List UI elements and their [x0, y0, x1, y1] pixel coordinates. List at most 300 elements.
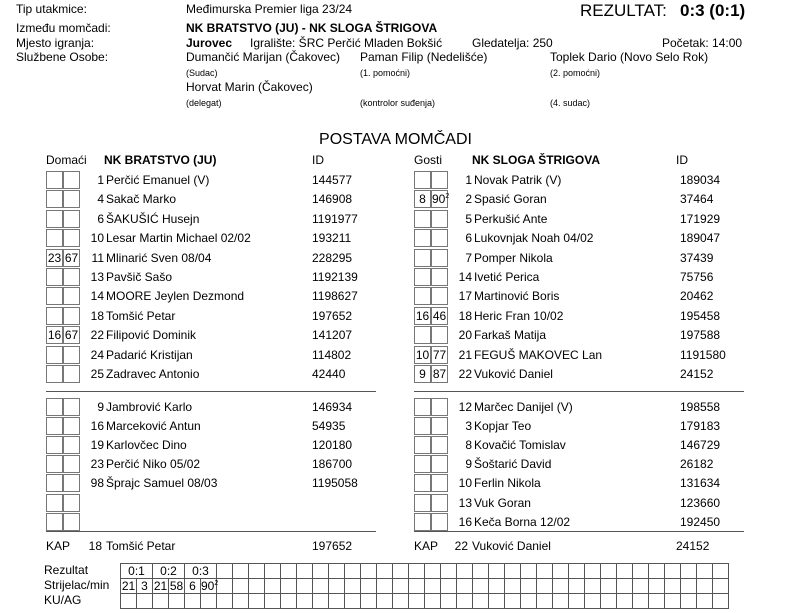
score-grid-cell: [328, 563, 345, 579]
score-grid-cell: [328, 578, 345, 594]
scorer-minute-cell: 3: [136, 578, 153, 594]
score-grid-cell: [456, 563, 473, 579]
score-grid-cell: [680, 593, 697, 609]
away-player-id: 24152: [680, 367, 714, 381]
score-grid-cell: [216, 563, 233, 579]
score-grid-cell: [456, 578, 473, 594]
home-sub-box-in: [46, 417, 63, 435]
away-sub-box-in: [414, 210, 431, 228]
away-sub-box-in: [414, 171, 431, 189]
away-player-name: Šoštarić David: [474, 457, 552, 471]
score-grid-cell: [280, 593, 297, 609]
score-grid-cell: [136, 593, 153, 609]
away-player-number: 1: [465, 173, 472, 187]
score-grid-cell: [632, 563, 649, 579]
home-sub-box-minute: [63, 268, 80, 286]
away-id-header: ID: [676, 153, 688, 167]
score-grid-cell: [536, 563, 553, 579]
stoppage-time-sup: 2: [445, 193, 450, 200]
scorer-player-cell: 6: [184, 578, 201, 594]
home-sub-box-minute: 67: [64, 251, 79, 265]
score-grid-cell: [312, 593, 329, 609]
away-sub-box-in: [414, 326, 431, 344]
scorer-player-cell: 21: [121, 579, 136, 593]
score-result-cell: 0:2: [152, 563, 185, 579]
venue-ground: Igralište: ŠRC Perčić Mladen Bokšić: [250, 36, 443, 50]
score-grid-cell: [504, 593, 521, 609]
home-sub-box-minute: [63, 365, 80, 383]
home-player-number: 22: [90, 328, 104, 342]
score-grid-cell: [568, 563, 585, 579]
away-kap-name: Vuković Daniel: [472, 539, 551, 553]
away-player-id: 75756: [680, 270, 714, 284]
score-grid-cell: [184, 593, 201, 609]
home-kap-label: KAP: [46, 539, 71, 553]
home-player-id: 1195058: [312, 476, 358, 490]
official-assistant2-role: (2. pomoćni): [550, 68, 601, 78]
away-player-number: 20: [458, 328, 472, 342]
home-sub-box-minute: [63, 474, 80, 492]
home-player-id: 42440: [312, 367, 346, 381]
home-sub-box-in: [46, 494, 63, 512]
score-grid-cell: [344, 563, 361, 579]
away-player-name: Heric Fran 10/02: [474, 309, 564, 323]
home-sub-box-minute: [63, 210, 80, 228]
home-player-number: 14: [90, 289, 104, 303]
score-result-cell: 0:1: [120, 563, 153, 579]
home-player-number: 9: [97, 400, 104, 414]
home-player-name: Perčić Niko 05/02: [106, 457, 201, 471]
home-kap-divider: [46, 531, 376, 532]
score-grid-cell: [296, 578, 313, 594]
official-referee-name: Dumančić Marijan (Čakovec): [186, 50, 341, 64]
score-grid-cell: [584, 563, 601, 579]
away-sub-box-in: [414, 398, 431, 416]
home-kap-number: 18: [88, 539, 102, 553]
home-sub-box-in: [46, 398, 63, 416]
home-sub-box-in: [46, 474, 63, 492]
away-player-id: 197588: [680, 328, 721, 342]
match-type-label: Tip utakmice:: [16, 2, 87, 16]
score-grid-cell: [424, 563, 441, 579]
away-sub-box-minute: [431, 287, 448, 305]
score-grid-cell: [712, 593, 729, 609]
official-fourth-role: (4. sudac): [550, 98, 591, 108]
score-grid-cell: [376, 563, 393, 579]
away-sub-box-minute: 46: [432, 309, 447, 323]
home-player-number: 4: [97, 192, 104, 206]
home-player-name: Sakač Marko: [106, 192, 177, 206]
away-kap-number: 22: [454, 539, 468, 553]
away-player-name: Kopjar Teo: [474, 419, 532, 433]
scorer-player-cell: 21: [153, 579, 168, 593]
away-player-id: 26182: [680, 457, 714, 471]
score-grid-cell: [408, 563, 425, 579]
away-sub-box-in: [414, 268, 431, 286]
away-player-id: 37439: [680, 251, 714, 265]
score-grid-cell: [424, 593, 441, 609]
home-sub-box-minute: [63, 513, 80, 531]
away-sub-box-in: [414, 249, 431, 267]
score-grid-cell: [632, 593, 649, 609]
score-grid-cell: [712, 578, 729, 594]
score-grid-cell: [696, 578, 713, 594]
home-player-number: 19: [90, 438, 104, 452]
away-player-number: 16: [458, 515, 472, 529]
away-sub-box-minute: [431, 513, 448, 531]
score-grid-cell: [344, 578, 361, 594]
score-grid-cell: [152, 593, 169, 609]
away-player-id: 192450: [680, 515, 721, 529]
away-player-id: 1191580: [680, 348, 726, 362]
home-player-name: Lesar Martin Michael 02/02: [106, 231, 251, 245]
away-player-number: 13: [458, 496, 472, 510]
away-player-name: Vuk Goran: [474, 496, 531, 510]
score-grid-cell: [600, 593, 617, 609]
score-grid-cell: [568, 578, 585, 594]
away-player-number: 3: [465, 419, 472, 433]
away-player-id: 179183: [680, 419, 721, 433]
score-grid-cell: [168, 593, 185, 609]
away-sub-box-in: 10: [415, 348, 430, 362]
home-sub-box-in: [46, 513, 63, 531]
score-grid-cell: [584, 578, 601, 594]
away-player-number: 14: [458, 270, 472, 284]
score-grid-cell: [248, 578, 265, 594]
away-player-name: Farkaš Matija: [474, 328, 547, 342]
away-player-id: 20462: [680, 289, 714, 303]
score-grid-cell: [392, 593, 409, 609]
score-grid-cell: [696, 593, 713, 609]
home-sub-box-minute: [63, 229, 80, 247]
result-value: 0:3 (0:1): [680, 1, 746, 20]
home-player-id: 146908: [312, 192, 353, 206]
home-player-id: 141207: [312, 328, 353, 342]
score-grid-cell: [648, 578, 665, 594]
venue-label: Mjesto igranja:: [16, 36, 95, 50]
home-player-id: 186700: [312, 457, 353, 471]
score-grid-cell: [504, 563, 521, 579]
score-grid-cell: [504, 578, 521, 594]
score-grid-cell: [232, 578, 249, 594]
score-grid-cell: [264, 593, 281, 609]
score-grid-cell: [248, 593, 265, 609]
away-player-name: Keča Borna 12/02: [474, 515, 571, 529]
home-player-name: Marceković Antun: [106, 419, 201, 433]
score-grid-cell: [360, 563, 377, 579]
away-sub-box-minute: [431, 455, 448, 473]
score-grid-cell: [312, 578, 329, 594]
home-player-number: 16: [90, 419, 104, 433]
home-id-header: ID: [312, 153, 324, 167]
home-player-number: 11: [91, 251, 104, 265]
home-kap-name: Tomšić Petar: [106, 539, 176, 553]
home-player-name: Padarić Kristijan: [106, 348, 193, 362]
away-sub-box-in: [414, 455, 431, 473]
home-player-name: Jambrović Karlo: [106, 400, 193, 414]
score-grid-cell: [280, 563, 297, 579]
score-grid-cell: [440, 578, 457, 594]
score-grid-cell: [248, 563, 265, 579]
score-grid-cell: [552, 593, 569, 609]
home-sub-box-minute: [63, 190, 80, 208]
home-player-number: 25: [90, 367, 104, 381]
score-grid-cell: [632, 578, 649, 594]
away-player-id: 198558: [680, 400, 721, 414]
scorer-minute-cell: $90^2$: [201, 579, 219, 593]
home-player-id: 114802: [312, 348, 352, 362]
score-grid-cell: [376, 578, 393, 594]
score-grid-cell: [408, 578, 425, 594]
home-player-name: MOORE Jeylen Dezmond: [106, 289, 245, 303]
away-player-name: Kovačić Tomislav: [474, 438, 566, 452]
score-grid-cell: [584, 593, 601, 609]
score-grid-cell: [360, 593, 377, 609]
home-sub-box-in: [46, 210, 63, 228]
away-sub-box-minute: [431, 436, 448, 454]
score-grid-cell: [472, 578, 489, 594]
match-teams: NK BRATSTVO (JU) - NK SLOGA ŠTRIGOVA: [186, 21, 438, 35]
score-grid-cell: [296, 563, 313, 579]
home-sub-box-minute: [63, 307, 80, 325]
away-player-number: 8: [465, 438, 472, 452]
away-player-id: 131634: [680, 476, 721, 490]
home-sub-box-minute: [63, 287, 80, 305]
home-side-label: Domaći: [46, 153, 87, 167]
home-player-id: 146934: [312, 400, 353, 414]
score-grid-cell: [280, 578, 297, 594]
home-sub-box-in: [46, 171, 63, 189]
away-player-number: 17: [458, 289, 472, 303]
away-sub-box-in: 8: [414, 190, 431, 208]
away-sub-box-minute: [431, 494, 448, 512]
away-sub-box-minute: 77: [432, 348, 447, 362]
score-grid-cell: [664, 593, 681, 609]
home-sub-box-minute: [63, 494, 80, 512]
home-player-name: ŠAKUŠIĆ Husejn: [106, 212, 200, 226]
score-grid-cell: [616, 578, 633, 594]
home-player-name: Perčić Emanuel (V): [106, 173, 210, 187]
away-sub-box-minute: [431, 171, 448, 189]
away-player-name: FEGUŠ MAKOVEC Lan: [474, 348, 603, 362]
score-grid-cell: [568, 593, 585, 609]
away-player-id: 189034: [680, 173, 721, 187]
home-sub-box-minute: [63, 436, 80, 454]
home-player-number: 23: [90, 457, 104, 471]
away-player-number: 18: [458, 309, 472, 323]
away-sub-box-in: 9: [414, 365, 431, 383]
home-player-name: Tomšić Petar: [106, 309, 176, 323]
home-player-name: Karlovčec Dino: [106, 438, 187, 452]
away-sub-box-minute: [431, 474, 448, 492]
score-grid-cell: [408, 593, 425, 609]
away-team-name: NK SLOGA ŠTRIGOVA: [472, 153, 601, 167]
score-grid-cell: [440, 593, 457, 609]
venue-town: Jurovec: [186, 36, 233, 50]
home-player-id: 228295: [312, 251, 353, 265]
home-player-id: 197652: [312, 309, 353, 323]
score-grid-cell: [648, 563, 665, 579]
score-grid-cell: [216, 578, 233, 594]
home-sub-box-in: [46, 436, 63, 454]
home-player-name: Šprajc Samuel 08/03: [106, 476, 218, 490]
home-sub-box-minute: [63, 417, 80, 435]
score-grid-cell: [216, 593, 233, 609]
away-sub-box-minute: $90^2$: [432, 192, 450, 206]
away-player-id: 146729: [680, 438, 721, 452]
score-grid-cell: [536, 578, 553, 594]
score-grid-cell: [552, 563, 569, 579]
home-sub-box-in: [46, 190, 63, 208]
stoppage-time-sup: 2: [214, 580, 219, 587]
result-label: REZULTAT:: [580, 1, 667, 20]
away-player-id: 189047: [680, 231, 721, 245]
officials-label: Službene Osobe:: [16, 50, 109, 64]
away-player-name: Perkušić Ante: [474, 212, 548, 226]
score-grid-cell: [360, 578, 377, 594]
score-grid-cell: [424, 578, 441, 594]
home-player-id: 1192139: [312, 270, 358, 284]
away-sub-box-in: [414, 474, 431, 492]
away-side-label: Gosti: [414, 153, 443, 167]
home-player-id: 1191977: [312, 212, 358, 226]
home-player-number: 24: [90, 348, 104, 362]
score-grid-cell: [120, 593, 137, 609]
score-grid-cell: [680, 563, 697, 579]
score-grid-cell: [312, 563, 329, 579]
home-sub-box-minute: [63, 455, 80, 473]
away-sub-box-in: [414, 417, 431, 435]
home-player-id: 193211: [312, 231, 352, 245]
score-grid-cell: [520, 563, 537, 579]
away-kap-id: 24152: [676, 539, 710, 553]
away-sub-box-minute: [431, 210, 448, 228]
home-sub-box-minute: 67: [64, 328, 79, 342]
home-player-name: Zadravec Antonio: [106, 367, 200, 381]
spectators: Gledatelja: 250: [472, 36, 553, 50]
match-type-value: Međimurska Premier liga 23/24: [186, 2, 353, 16]
home-sub-box-in: [46, 287, 63, 305]
home-player-name: Mlinarić Sven 08/04: [106, 251, 212, 265]
home-sub-box-in: 23: [47, 251, 62, 265]
official-referee-role: (Sudac): [186, 68, 218, 78]
score-result-label: Rezultat: [44, 563, 89, 577]
away-player-number: 10: [458, 476, 472, 490]
scorer-minute-cell: 58: [169, 579, 184, 593]
away-kap-label: KAP: [414, 539, 439, 553]
home-player-id: 54935: [312, 419, 346, 433]
home-player-id: 120180: [312, 438, 353, 452]
away-player-number: 12: [458, 400, 472, 414]
score-grid-cell: [328, 593, 345, 609]
away-player-number: 5: [465, 212, 472, 226]
home-sub-box-in: [46, 365, 63, 383]
home-sub-box-minute: [63, 346, 80, 364]
home-sub-box-in: [46, 346, 63, 364]
home-player-name: Filipović Dominik: [106, 328, 197, 342]
away-player-id: 37464: [680, 192, 714, 206]
home-sub-box-in: [46, 229, 63, 247]
away-player-id: 123660: [680, 496, 721, 510]
official-assistant1-role: (1. pomoćni): [360, 68, 411, 78]
score-grid-cell: [264, 578, 281, 594]
away-sub-box-in: [414, 513, 431, 531]
away-player-number: 21: [458, 348, 472, 362]
away-player-name: Pomper Nikola: [474, 251, 553, 265]
away-sub-box-in: 16: [415, 309, 430, 323]
away-sub-box-minute: [431, 326, 448, 344]
home-player-number: 98: [90, 476, 104, 490]
score-grid-cell: [680, 578, 697, 594]
away-player-name: Ferlin Nikola: [474, 476, 541, 490]
score-grid-cell: [712, 563, 729, 579]
away-player-number: 2: [465, 192, 472, 206]
home-player-number: 13: [90, 270, 104, 284]
away-player-number: 6: [465, 231, 472, 245]
score-grid-cell: [664, 563, 681, 579]
home-sub-box-in: [46, 455, 63, 473]
score-grid-cell: [456, 593, 473, 609]
score-grid-cell: [344, 593, 361, 609]
away-sub-box-minute: [431, 249, 448, 267]
score-grid-cell: [200, 593, 217, 609]
between-label: Između momčadi:: [16, 21, 111, 35]
home-kap-id: 197652: [312, 539, 353, 553]
kickoff-time: Početak: 14:00: [662, 36, 743, 50]
score-grid-cell: [616, 563, 633, 579]
away-player-name: Spasić Goran: [474, 192, 547, 206]
score-grid-cell: [472, 563, 489, 579]
score-grid-cell: [296, 593, 313, 609]
away-player-number: 7: [465, 251, 472, 265]
official-delegate-name: Horvat Marin (Čakovec): [186, 80, 313, 94]
official-delegate-role: (delegat): [186, 98, 222, 108]
score-result-cell: 0:3: [184, 563, 217, 579]
score-grid-cell: [264, 563, 281, 579]
score-grid-cell: [616, 593, 633, 609]
score-grid-cell: [392, 563, 409, 579]
home-sub-box-minute: [63, 398, 80, 416]
score-grid-cell: [488, 593, 505, 609]
score-ku-label: KU/AG: [44, 593, 82, 607]
home-sub-box-in: [46, 268, 63, 286]
away-player-name: Novak Patrik (V): [474, 173, 562, 187]
home-player-id: 1198627: [312, 289, 358, 303]
home-player-number: 10: [90, 231, 104, 245]
home-player-number: 1: [97, 173, 104, 187]
official-assistant2-name: Toplek Dario (Novo Selo Rok): [550, 50, 709, 64]
home-sub-box-minute: [63, 171, 80, 189]
away-sub-box-in: [414, 287, 431, 305]
score-grid-cell: [696, 563, 713, 579]
score-grid-cell: [488, 563, 505, 579]
score-grid-cell: [376, 593, 393, 609]
home-player-id: 144577: [312, 173, 353, 187]
score-grid-cell: [600, 563, 617, 579]
home-sub-box-in: [46, 307, 63, 325]
away-subs-divider: [414, 391, 744, 392]
home-player-number: 6: [97, 212, 104, 226]
away-sub-box-minute: [431, 398, 448, 416]
score-grid-cell: [488, 578, 505, 594]
home-sub-box-in: 16: [47, 328, 62, 342]
score-scorer-label: Strijelac/min: [44, 578, 110, 592]
away-sub-box-minute: 87: [432, 367, 447, 381]
away-sub-box-minute: [431, 417, 448, 435]
score-grid-cell: [440, 563, 457, 579]
score-grid-cell: [392, 578, 409, 594]
score-grid-cell: [520, 593, 537, 609]
